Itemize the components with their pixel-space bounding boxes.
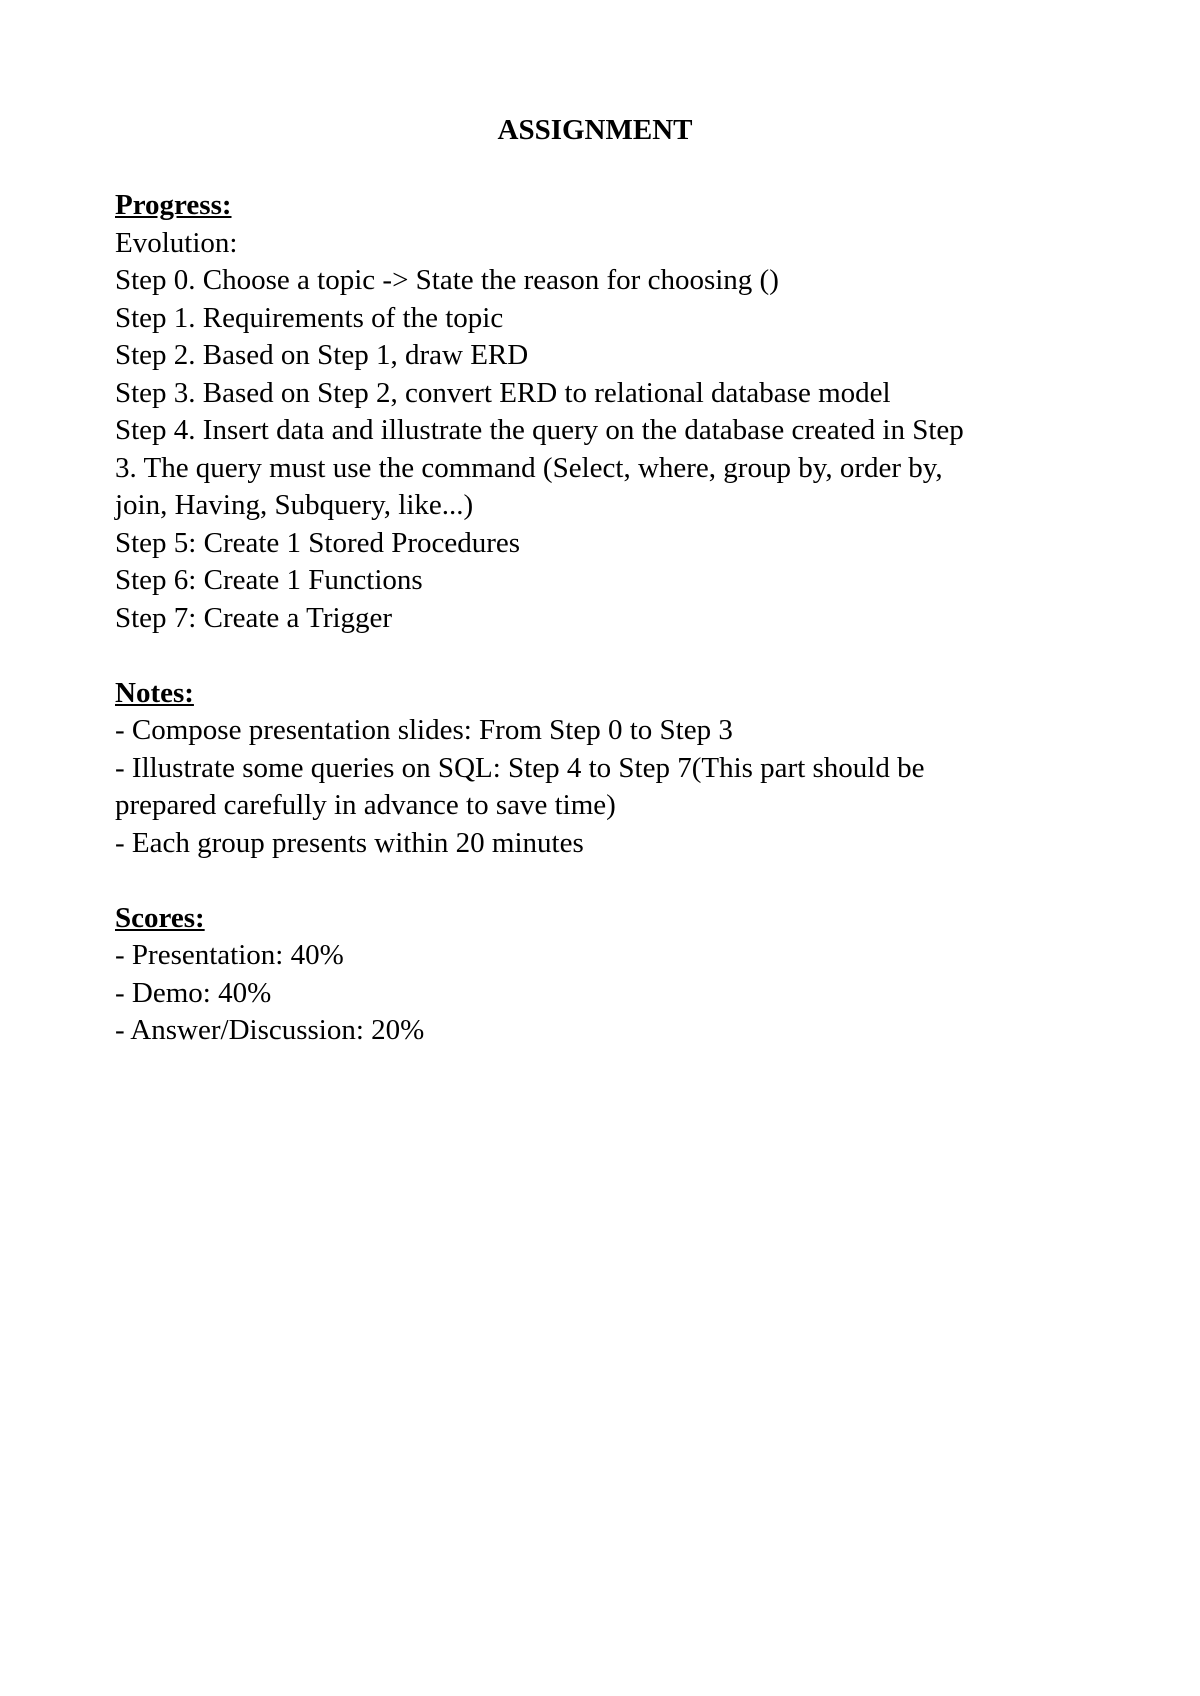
progress-line: Step 4. Insert data and illustrate the query on the database created in Step [115, 414, 964, 446]
document-body [115, 112, 1075, 1050]
notes-section [115, 675, 1075, 863]
scores-line: - Demo: 40% [115, 976, 272, 1009]
progress-line: Step 5: Create 1 Stored Procedures [115, 526, 521, 559]
notes-line: - Compose presentation slides: From Step 0 to Step 3 [115, 714, 733, 746]
progress-line: 3. The query must use the command (Select, where, group by, order by, [115, 451, 943, 484]
progress-line: Step 0. Choose a topic -> State the reason for choosing () [115, 264, 779, 296]
scores-line: - Presentation: 40% [115, 939, 344, 971]
notes-line: - Each group presents within 20 minutes [115, 826, 584, 859]
scores-section [115, 900, 1075, 1050]
progress-line: Step 1. Requirements of the topic [115, 301, 504, 334]
scores-line: - Answer/Discussion: 20% [115, 1014, 425, 1046]
scores-heading: Scores: [115, 901, 205, 934]
progress-line: Step 6: Create 1 Functions [115, 564, 423, 596]
progress-line: join, Having, Subquery, like...) [115, 489, 474, 521]
document-title: ASSIGNMENT [497, 114, 693, 146]
progress-section [115, 187, 1075, 637]
progress-line: Step 3. Based on Step 2, convert ERD to relational database model [115, 376, 891, 409]
progress-line: Step 2. Based on Step 1, draw ERD [115, 339, 529, 371]
notes-heading: Notes: [115, 676, 194, 709]
progress-line: Step 7: Create a Trigger [115, 601, 393, 634]
section-spacer [115, 637, 1075, 675]
section-spacer [115, 862, 1075, 900]
notes-line: prepared carefully in advance to save time) [115, 789, 616, 821]
progress-heading: Progress: [115, 189, 232, 221]
progress-line: Evolution: [115, 226, 238, 259]
notes-line: - Illustrate some queries on SQL: Step 4 to Step 7(This part should be [115, 751, 925, 784]
